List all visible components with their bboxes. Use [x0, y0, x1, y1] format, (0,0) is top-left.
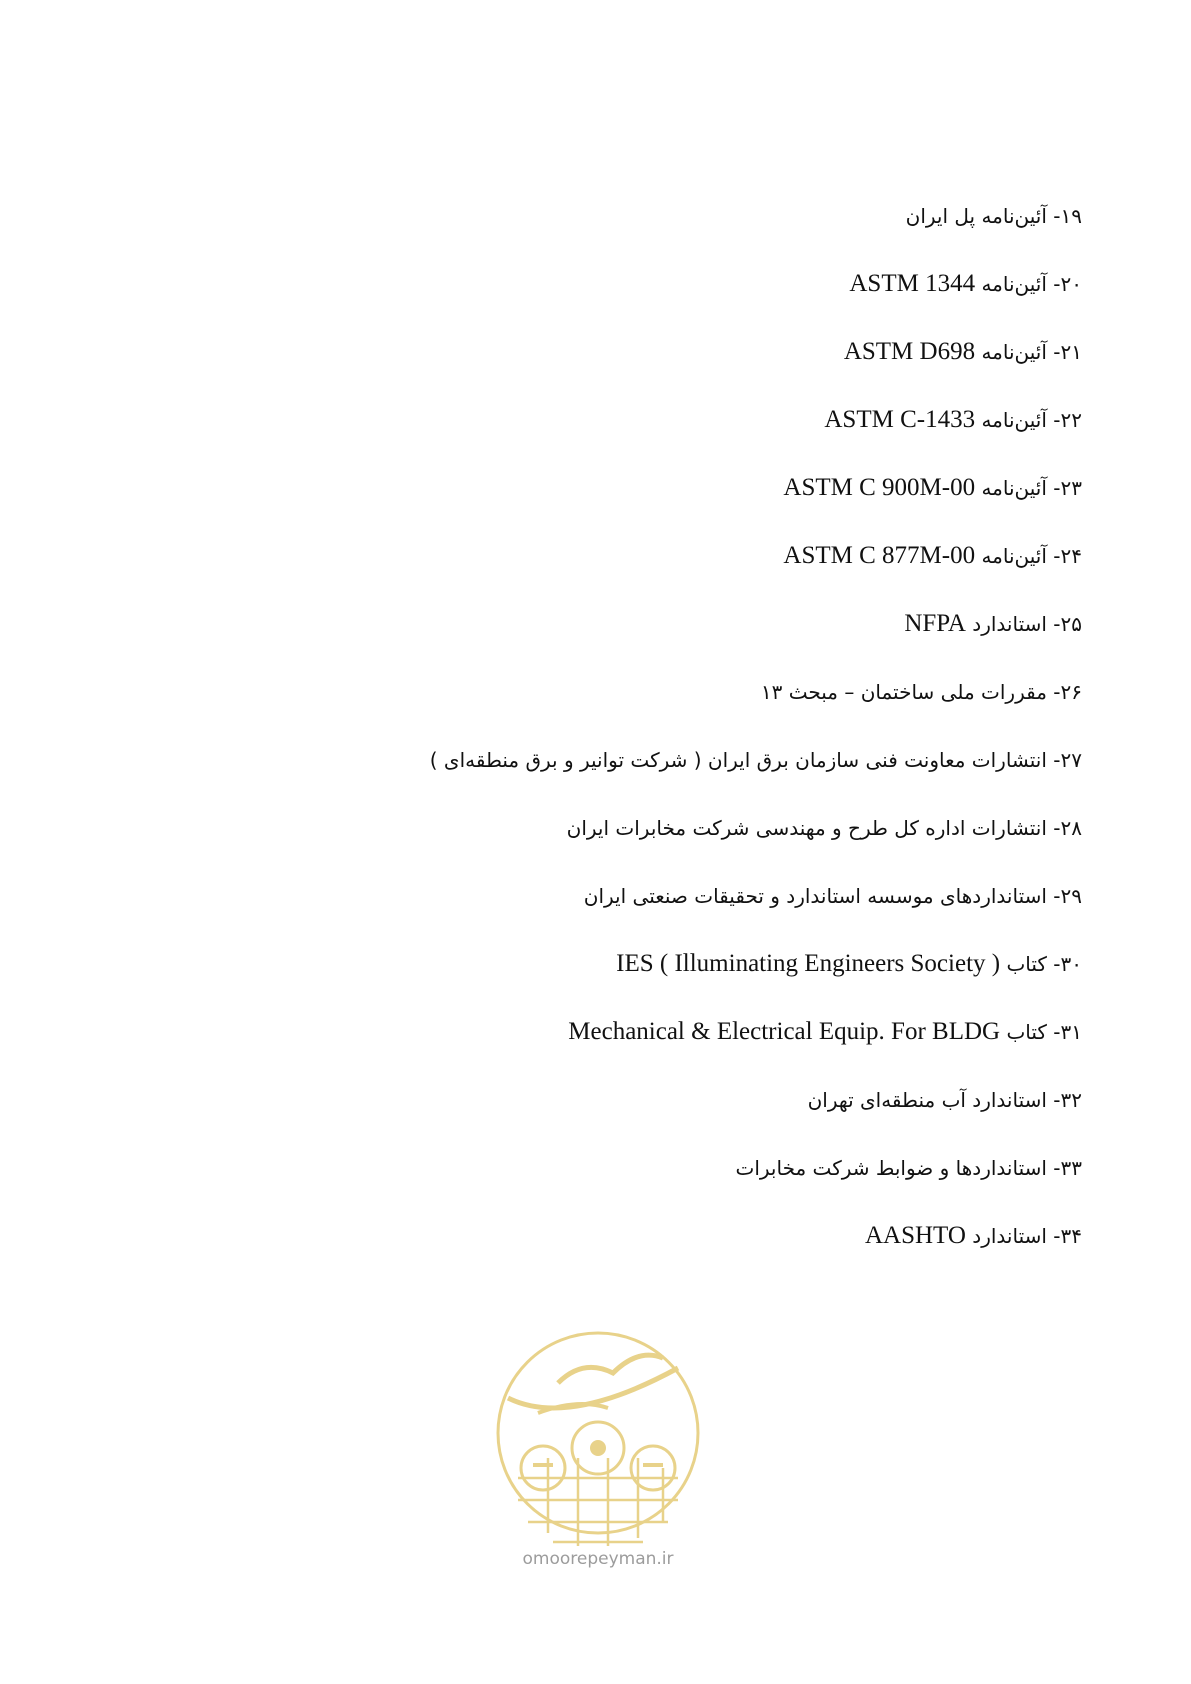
reference-number-suffix: -	[1053, 680, 1061, 704]
reference-item	[761, 678, 1082, 706]
reference-number: ۱۹	[1060, 204, 1082, 228]
reference-item	[616, 950, 1082, 978]
reference-number-suffix: -	[1053, 408, 1061, 432]
reference-item	[430, 746, 1082, 774]
reference-number: ۳۴	[1060, 1224, 1082, 1248]
reference-text: استانداردها و ضوابط شرکت مخابرات	[735, 1156, 1047, 1180]
reference-text: استاندارد	[972, 1224, 1047, 1248]
reference-number-suffix: -	[1053, 1224, 1061, 1248]
reference-item	[865, 1222, 1082, 1250]
reference-number: ۳۲	[1060, 1088, 1082, 1112]
reference-number: ۳۰	[1060, 952, 1082, 976]
reference-latin: ASTM 1344	[849, 270, 976, 297]
reference-item	[736, 1154, 1083, 1182]
watermark-logo	[488, 1328, 708, 1578]
reference-item	[824, 406, 1082, 434]
reference-latin: ASTM C 877M-00	[783, 542, 976, 569]
reference-text: کتاب	[1006, 952, 1047, 976]
reference-number-suffix: -	[1053, 544, 1061, 568]
reference-item	[783, 474, 1082, 502]
reference-text: کتاب	[1006, 1020, 1047, 1044]
reference-text: آئین‌نامه	[981, 476, 1047, 500]
reference-number: ۲۳	[1060, 476, 1082, 500]
reference-number-suffix: -	[1053, 612, 1061, 636]
reference-text: آئین‌نامه	[981, 544, 1047, 568]
reference-item	[783, 542, 1082, 570]
reference-latin: IES ( Illuminating Engineers Society )	[616, 950, 1001, 977]
reference-number: ۲۰	[1060, 272, 1082, 296]
reference-latin: ASTM C-1433	[824, 406, 976, 433]
reference-text: استاندارد	[972, 612, 1047, 636]
reference-number-suffix: -	[1053, 884, 1061, 908]
reference-latin: NFPA	[904, 610, 966, 637]
reference-item	[584, 882, 1082, 910]
reference-number-suffix: -	[1053, 1156, 1061, 1180]
reference-text: آئین‌نامه پل ایران	[905, 204, 1047, 228]
reference-number: ۲۴	[1060, 544, 1082, 568]
reference-item	[844, 338, 1082, 366]
reference-number: ۲۵	[1060, 612, 1082, 636]
reference-number-suffix: -	[1053, 952, 1061, 976]
reference-text: استاندارد آب منطقه‌ای تهران	[807, 1088, 1047, 1112]
reference-item	[849, 270, 1082, 298]
reference-item	[904, 610, 1082, 638]
reference-number: ۲۲	[1060, 408, 1082, 432]
reference-number: ۳۳	[1060, 1156, 1082, 1180]
reference-number: ۲۶	[1060, 680, 1082, 704]
reference-latin: Mechanical & Electrical Equip. For BLDG	[568, 1018, 1001, 1045]
reference-number: ۲۷	[1060, 748, 1082, 772]
reference-number: ۲۱	[1060, 340, 1082, 364]
reference-number: ۲۸	[1060, 816, 1082, 840]
reference-number-suffix: -	[1053, 476, 1061, 500]
reference-number-suffix: -	[1053, 204, 1061, 228]
reference-number: ۳۱	[1060, 1020, 1082, 1044]
reference-number: ۲۹	[1060, 884, 1082, 908]
watermark-site: omoorepeyman.ir	[522, 1549, 674, 1569]
reference-latin: ASTM C 900M-00	[783, 474, 976, 501]
reference-item	[808, 1086, 1082, 1114]
reference-item	[567, 814, 1082, 842]
reference-text: آئین‌نامه	[981, 340, 1047, 364]
reference-number-suffix: -	[1053, 748, 1061, 772]
reference-number-suffix: -	[1053, 1088, 1061, 1112]
reference-number-suffix: -	[1053, 816, 1061, 840]
reference-number-suffix: -	[1053, 340, 1061, 364]
reference-latin: AASHTO	[864, 1222, 966, 1249]
reference-text: انتشارات معاونت فنی سازمان برق ایران ( شرکت توانیر و برق منطقه‌ای )	[429, 748, 1047, 772]
logo-seal-icon	[488, 1328, 708, 1578]
reference-latin: ASTM D698	[843, 338, 976, 365]
reference-number-suffix: -	[1053, 272, 1061, 296]
reference-text: استانداردهای موسسه استاندارد و تحقیقات صنعتی ایران	[583, 884, 1047, 908]
reference-text: آئین‌نامه	[981, 408, 1047, 432]
reference-item	[906, 202, 1082, 230]
reference-item	[568, 1018, 1082, 1046]
reference-text: انتشارات اداره کل طرح و مهندسی شرکت مخابرات ایران	[566, 816, 1047, 840]
reference-text: مقررات ملی ساختمان – مبحث ۱۳	[760, 680, 1047, 704]
reference-text: آئین‌نامه	[981, 272, 1047, 296]
reference-number-suffix: -	[1053, 1020, 1061, 1044]
